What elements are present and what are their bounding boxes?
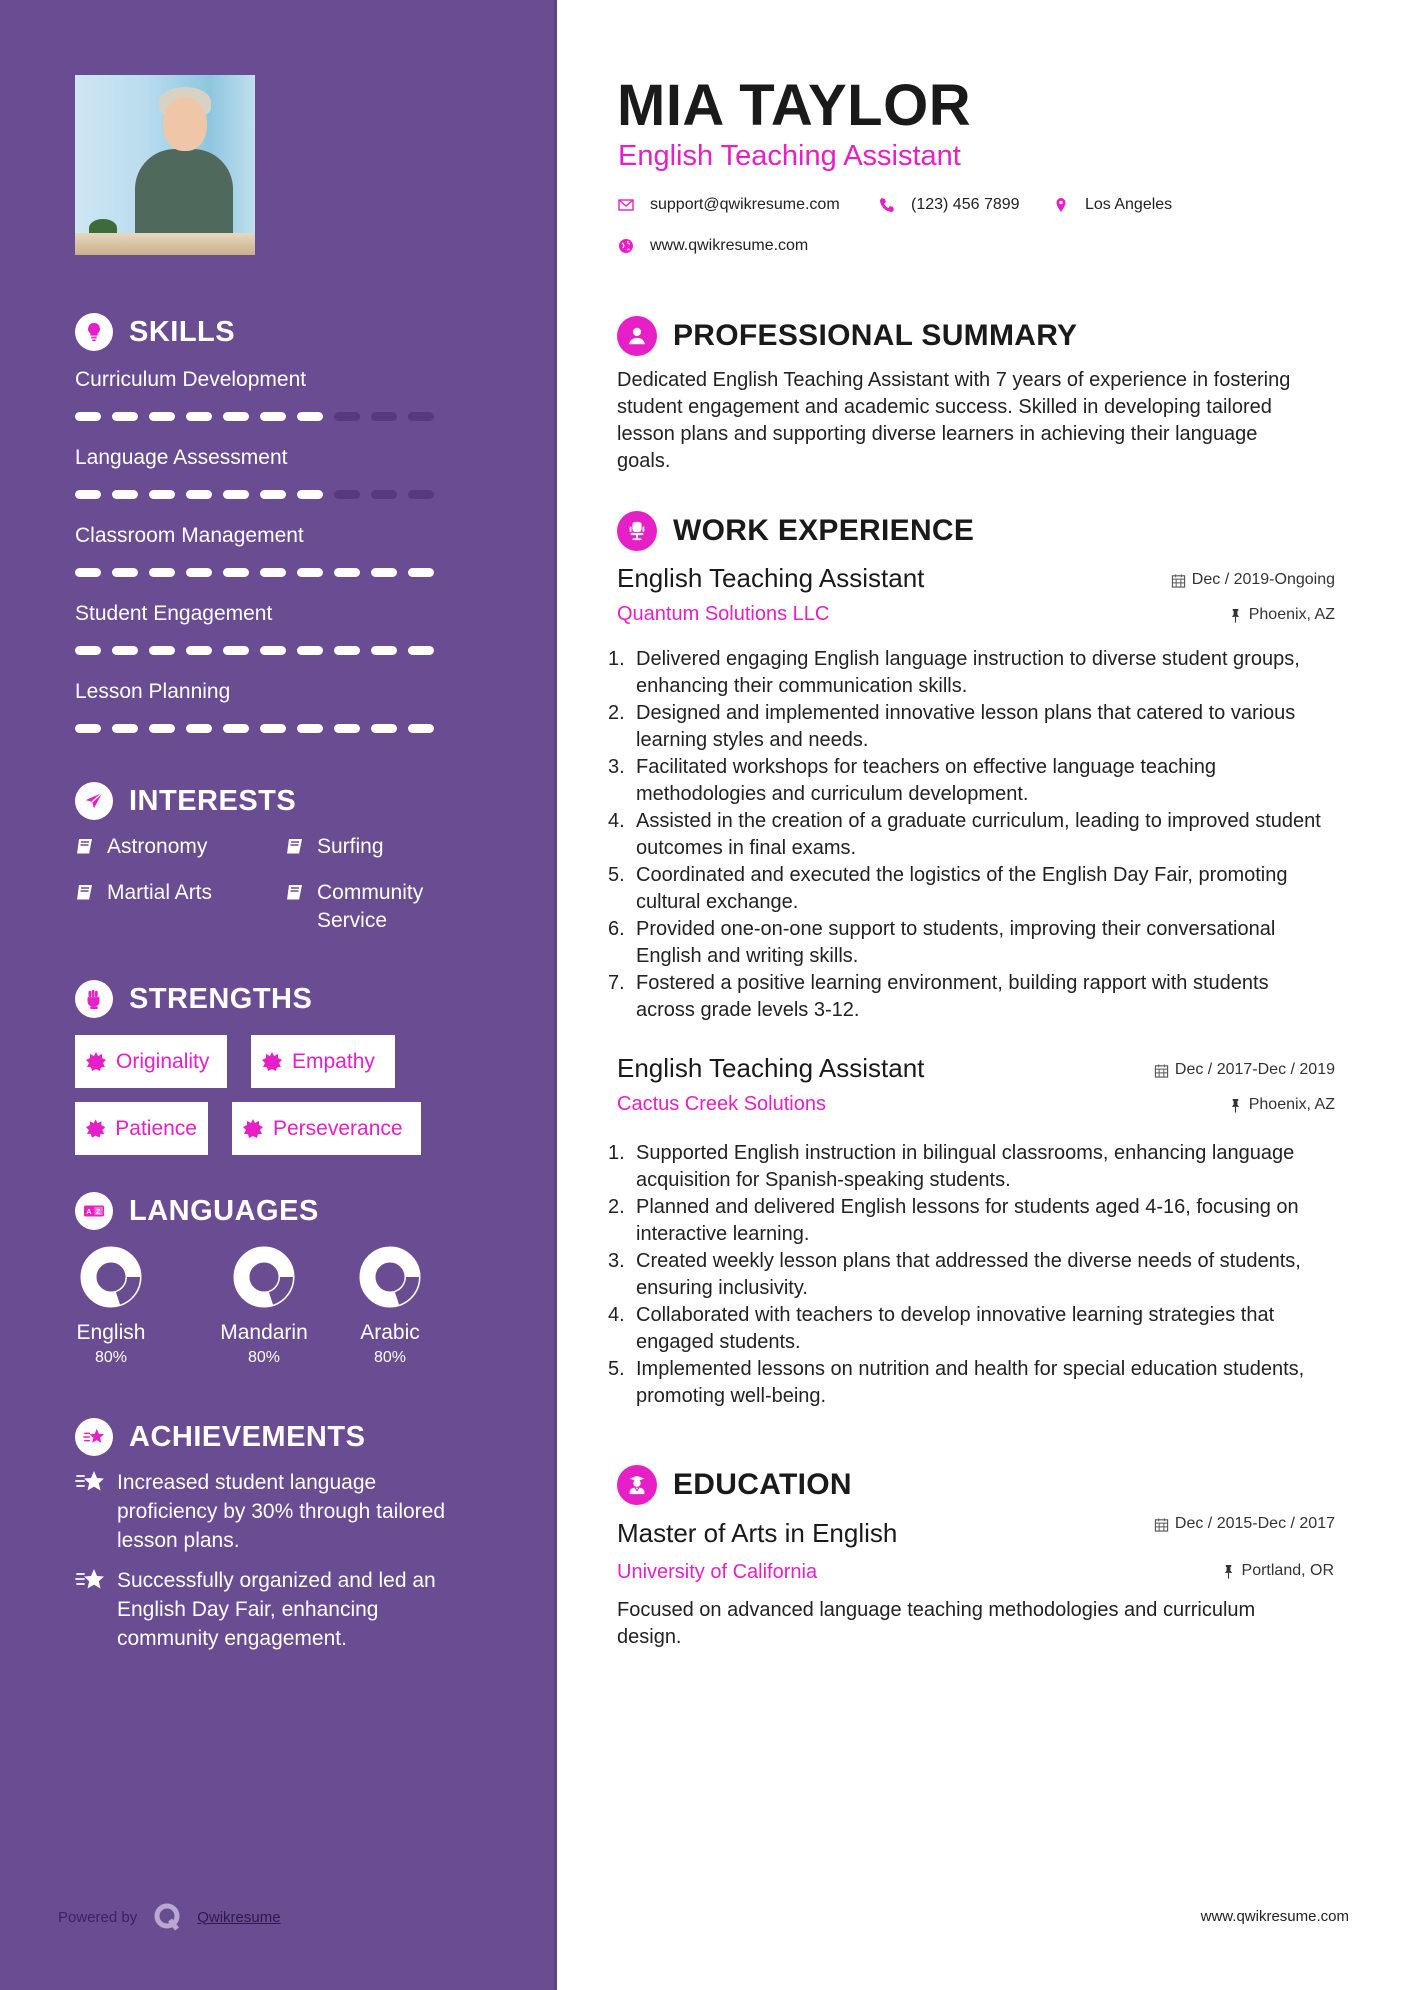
job-dates: Dec / 2017-Dec / 2019: [1154, 1061, 1335, 1079]
book-icon: [75, 883, 95, 903]
language-donut-chart: [80, 1246, 142, 1308]
achievement-item: Successfully organized and led an English Day Fair, enhancing community engagement.: [75, 1566, 475, 1653]
pushpin-icon: [1221, 1564, 1236, 1579]
qwikresume-logo-icon: [153, 1902, 183, 1932]
user-icon: [617, 316, 657, 356]
shooting-star-icon: [75, 1418, 113, 1456]
globe-icon: [618, 238, 634, 254]
office-chair-icon: [617, 511, 657, 551]
strength-tag: Empathy: [251, 1035, 395, 1088]
svg-text:A: A: [86, 1207, 92, 1217]
interests-header: INTERESTS: [75, 781, 296, 821]
job-bullets: [608, 1140, 1328, 1410]
language-item: Arabic 80%: [354, 1246, 426, 1367]
contact-phone[interactable]: (123) 456 7899: [879, 196, 1020, 214]
shooting-star-icon: [75, 1469, 107, 1495]
achievement-item: Increased student language proficiency by 30% through tailored lesson plans.: [75, 1468, 475, 1555]
fist-icon: [75, 980, 113, 1018]
bullet-item: 5. Implemented lessons on nutrition and health for special education students, promoting well-being.: [608, 1358, 1305, 1407]
sidebar: [0, 0, 557, 1990]
calendar-icon: [1154, 1063, 1169, 1078]
company-name: Cactus Creek Solutions: [617, 1093, 826, 1115]
education-dates: Dec / 2015-Dec / 2017: [1154, 1515, 1335, 1533]
bullet-item: 4. Collaborated with teachers to develop innovative learning strategies that engaged students.: [608, 1304, 1275, 1353]
contact-website[interactable]: www.qwikresume.com: [618, 237, 808, 255]
pushpin-icon: [1228, 608, 1243, 623]
badge-burst-icon: [86, 1119, 105, 1139]
strengths-header: STRENGTHS: [75, 979, 312, 1019]
skill-level-bar: [75, 568, 434, 577]
badge-burst-icon: [262, 1052, 282, 1072]
strength-tag: Originality: [75, 1035, 227, 1088]
skill-level-bar: [75, 724, 434, 733]
translate-icon: [75, 1192, 113, 1230]
job-location: Phoenix, AZ: [1228, 606, 1335, 624]
skill-level-bar: [75, 412, 434, 421]
language-item: Mandarin 80%: [214, 1246, 314, 1367]
contact-location: Los Angeles: [1053, 196, 1172, 214]
interest-item: Martial Arts: [75, 879, 212, 907]
bullet-item: 3. Created weekly lesson plans that addressed the diverse needs of students, ensuring inclusivity.: [608, 1250, 1301, 1299]
languages-header: A Z LANGUAGES: [75, 1191, 319, 1231]
footer-website-link[interactable]: www.qwikresume.com: [1200, 1908, 1349, 1925]
powered-by: Powered by Qwikresume: [58, 1902, 281, 1932]
book-icon: [285, 837, 305, 857]
education-description: Focused on advanced language teaching methodologies and curriculum design.: [617, 1599, 1256, 1648]
language-item: English 80%: [75, 1246, 147, 1367]
bullet-item: 1. Supported English instruction in bilingual classrooms, enhancing language acquisition for Spanish-speaking students.: [608, 1142, 1295, 1191]
skill-item: Lesson Planning: [75, 679, 434, 733]
summary-text: Dedicated English Teaching Assistant with 7 years of experience in fostering student engagement and academic success. Skilled in developing tailored lesson plans and supporting diverse learners in achieving their language goals.: [617, 369, 1291, 472]
interest-item: Astronomy: [75, 833, 207, 861]
bullet-item: 3. Facilitated workshops for teachers on effective language teaching methodologies and curriculum development.: [608, 756, 1216, 805]
shooting-star-icon: [75, 1567, 107, 1593]
skill-item: Curriculum Development: [75, 367, 434, 421]
calendar-icon: [1171, 573, 1186, 588]
bullet-item: 6. Provided one-on-one support to students, improving their conversational English and writing skills.: [608, 918, 1276, 967]
strength-tag: Patience: [75, 1102, 208, 1155]
language-donut-chart: [359, 1246, 421, 1308]
skill-item: Student Engagement: [75, 601, 434, 655]
degree-title: Master of Arts in English: [617, 1518, 898, 1548]
job-location: Phoenix, AZ: [1228, 1096, 1335, 1114]
skill-level-bar: [75, 646, 434, 655]
lightbulb-icon: [75, 313, 113, 351]
bullet-item: 7. Fostered a positive learning environment, building rapport with students across grade levels 3-12.: [608, 972, 1269, 1021]
phone-icon: [879, 197, 895, 213]
achievements-header: ACHIEVEMENTS: [75, 1417, 365, 1457]
bullet-item: 5. Coordinated and executed the logistics of the English Day Fair, promoting cultural exchange.: [608, 864, 1288, 913]
job-bullets: [608, 646, 1328, 1024]
bullet-item: 4. Assisted in the creation of a graduate curriculum, leading to improved student outcomes in final exams.: [608, 810, 1321, 859]
book-icon: [285, 883, 305, 903]
job-title: English Teaching Assistant: [617, 1053, 925, 1083]
experience-header: WORK EXPERIENCE: [617, 511, 974, 551]
skill-item: Language Assessment: [75, 445, 434, 499]
bullet-item: 1. Delivered engaging English language instruction to diverse student groups, enhancing their communication skills.: [608, 648, 1300, 697]
contact-email[interactable]: support@qwikresume.com: [618, 196, 840, 214]
education-header: EDUCATION: [617, 1465, 852, 1505]
candidate-role: English Teaching Assistant: [618, 140, 961, 172]
job-title: English Teaching Assistant: [617, 563, 925, 593]
profile-photo: [75, 75, 255, 255]
skill-item: Classroom Management: [75, 523, 434, 577]
map-pin-icon: [1053, 197, 1069, 213]
skill-level-bar: [75, 490, 434, 499]
paper-plane-icon: [75, 782, 113, 820]
svg-text:Z: Z: [95, 1207, 101, 1217]
bullet-item: 2. Designed and implemented innovative lesson plans that catered to various learning styles and needs.: [608, 702, 1296, 751]
book-icon: [75, 837, 95, 857]
graduate-icon: [617, 1465, 657, 1505]
interest-item: Surfing: [285, 833, 384, 861]
envelope-icon: [618, 197, 634, 213]
skills-header: SKILLS: [75, 312, 235, 352]
bullet-item: 2. Planned and delivered English lessons for students aged 4-16, focusing on interactive learning.: [608, 1196, 1299, 1245]
badge-burst-icon: [243, 1119, 263, 1139]
interest-item: Community Service: [285, 879, 445, 935]
calendar-icon: [1154, 1517, 1169, 1532]
language-donut-chart: [233, 1246, 295, 1308]
summary-header: PROFESSIONAL SUMMARY: [617, 316, 1077, 356]
pushpin-icon: [1228, 1098, 1243, 1113]
badge-burst-icon: [86, 1052, 106, 1072]
candidate-name: MIA TAYLOR: [617, 73, 972, 138]
strength-tag: Perseverance: [232, 1102, 421, 1155]
company-name: Quantum Solutions LLC: [617, 603, 830, 625]
school-name: University of California: [617, 1561, 818, 1583]
education-location: Portland, OR: [1221, 1562, 1334, 1580]
qwikresume-link[interactable]: Qwikresume: [197, 1908, 281, 1926]
job-dates: Dec / 2019-Ongoing: [1171, 571, 1335, 589]
